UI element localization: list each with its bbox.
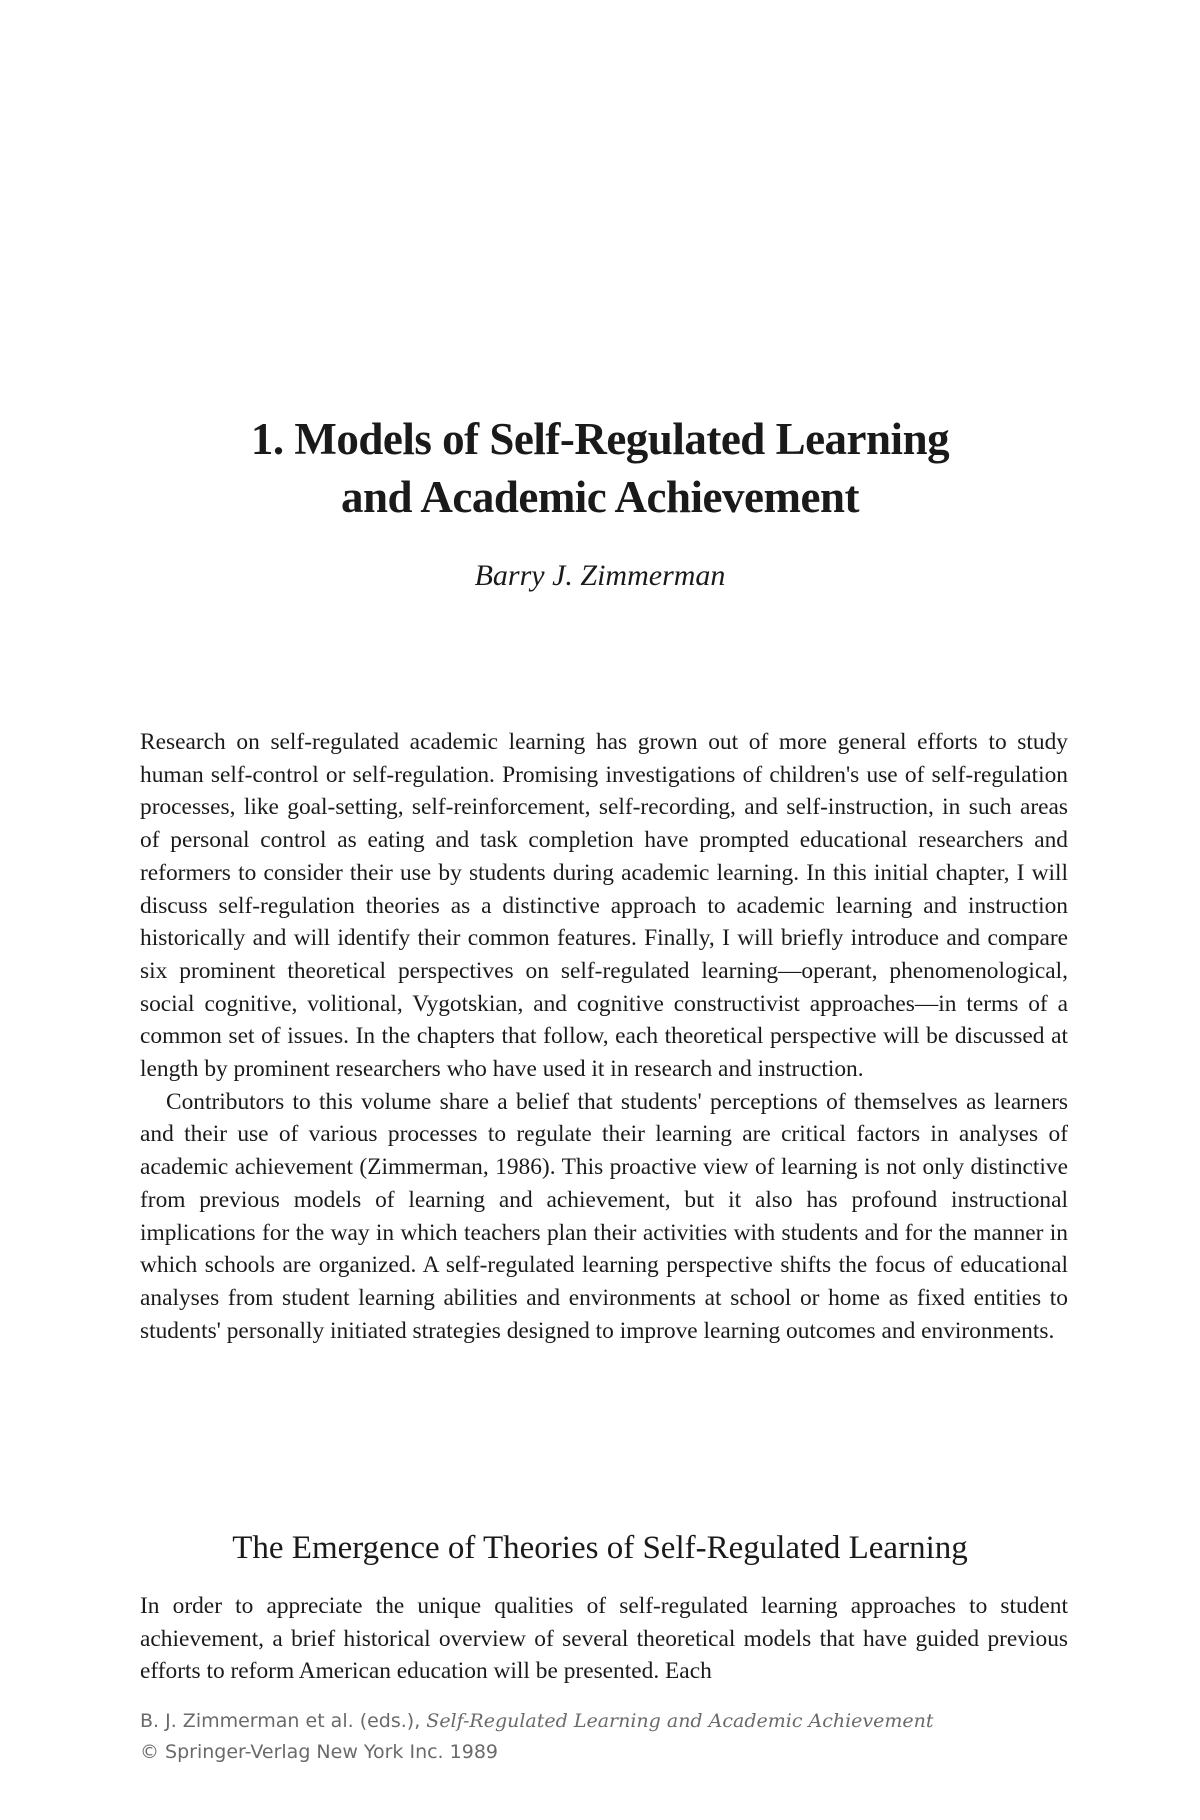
chapter-title-line-1: 1. Models of Self-Regulated Learning bbox=[250, 414, 950, 464]
intro-body bbox=[140, 726, 1068, 1347]
chapter-title bbox=[0, 410, 1200, 526]
chapter-title-line-2: and Academic Achievement bbox=[341, 472, 859, 522]
section-paragraph-1: In order to appreciate the unique qualities of self-regulated learning approaches to student achievement, a brief historical overview of several theoretical models that have guided previous efforts to reform American education will be presented. Each bbox=[140, 1593, 1068, 1685]
page-footer bbox=[140, 1706, 934, 1768]
footer-editors: B. J. Zimmerman et al. (eds.), bbox=[140, 1710, 421, 1732]
footer-citation bbox=[140, 1706, 934, 1737]
intro-paragraph-2: Contributors to this volume share a belief that students' perceptions of themselves as learners and their use of various processes to regulate their learning are critical factors in analyses of academic achievement (Zimmerman, 1986). This proactive view of learning is not only distinctive from previous models of learning and achievement, but it also has profound instructional implications for the way in which teachers plan their activities with students and for the manner in which schools are organized. A self-regulated learning perspective shifts the focus of educational analyses from student learning abilities and environments at school or home as fixed entities to students' personally initiated strategies designed to improve learning outcomes and environments. bbox=[140, 1088, 1068, 1344]
section-heading: The Emergence of Theories of Self-Regulated Learning bbox=[232, 1530, 968, 1566]
footer-book-title: Self-Regulated Learning and Academic Achievement bbox=[426, 1710, 934, 1732]
intro-paragraph-1: Research on self-regulated academic learning has grown out of more general efforts to study human self-control or self-regulation. Promising investigations of children's use of self-regulation processes, like goal-setting, self-reinforcement, self-recording, and self-instruction, in such areas of personal control as eating and task completion have prompted educational researchers and reformers to consider their use by students during academic learning. In this initial chapter, I will discuss self-regulation theories as a distinctive approach to academic learning and instruction historically and will identify their common features. Finally, I will briefly introduce and compare six prominent theoretical perspectives on self-regulated learning—operant, phenomenological, social cognitive, volitional, Vygotskian, and cognitive constructivist approaches—in terms of a common set of issues. In the chapters that follow, each theoretical perspective will be discussed at length by prominent researchers who have used it in research and instruction. bbox=[140, 729, 1068, 1083]
chapter-author: Barry J. Zimmerman bbox=[474, 559, 726, 592]
footer-copyright: © Springer-Verlag New York Inc. 1989 bbox=[140, 1741, 498, 1763]
section-body bbox=[140, 1590, 1068, 1688]
